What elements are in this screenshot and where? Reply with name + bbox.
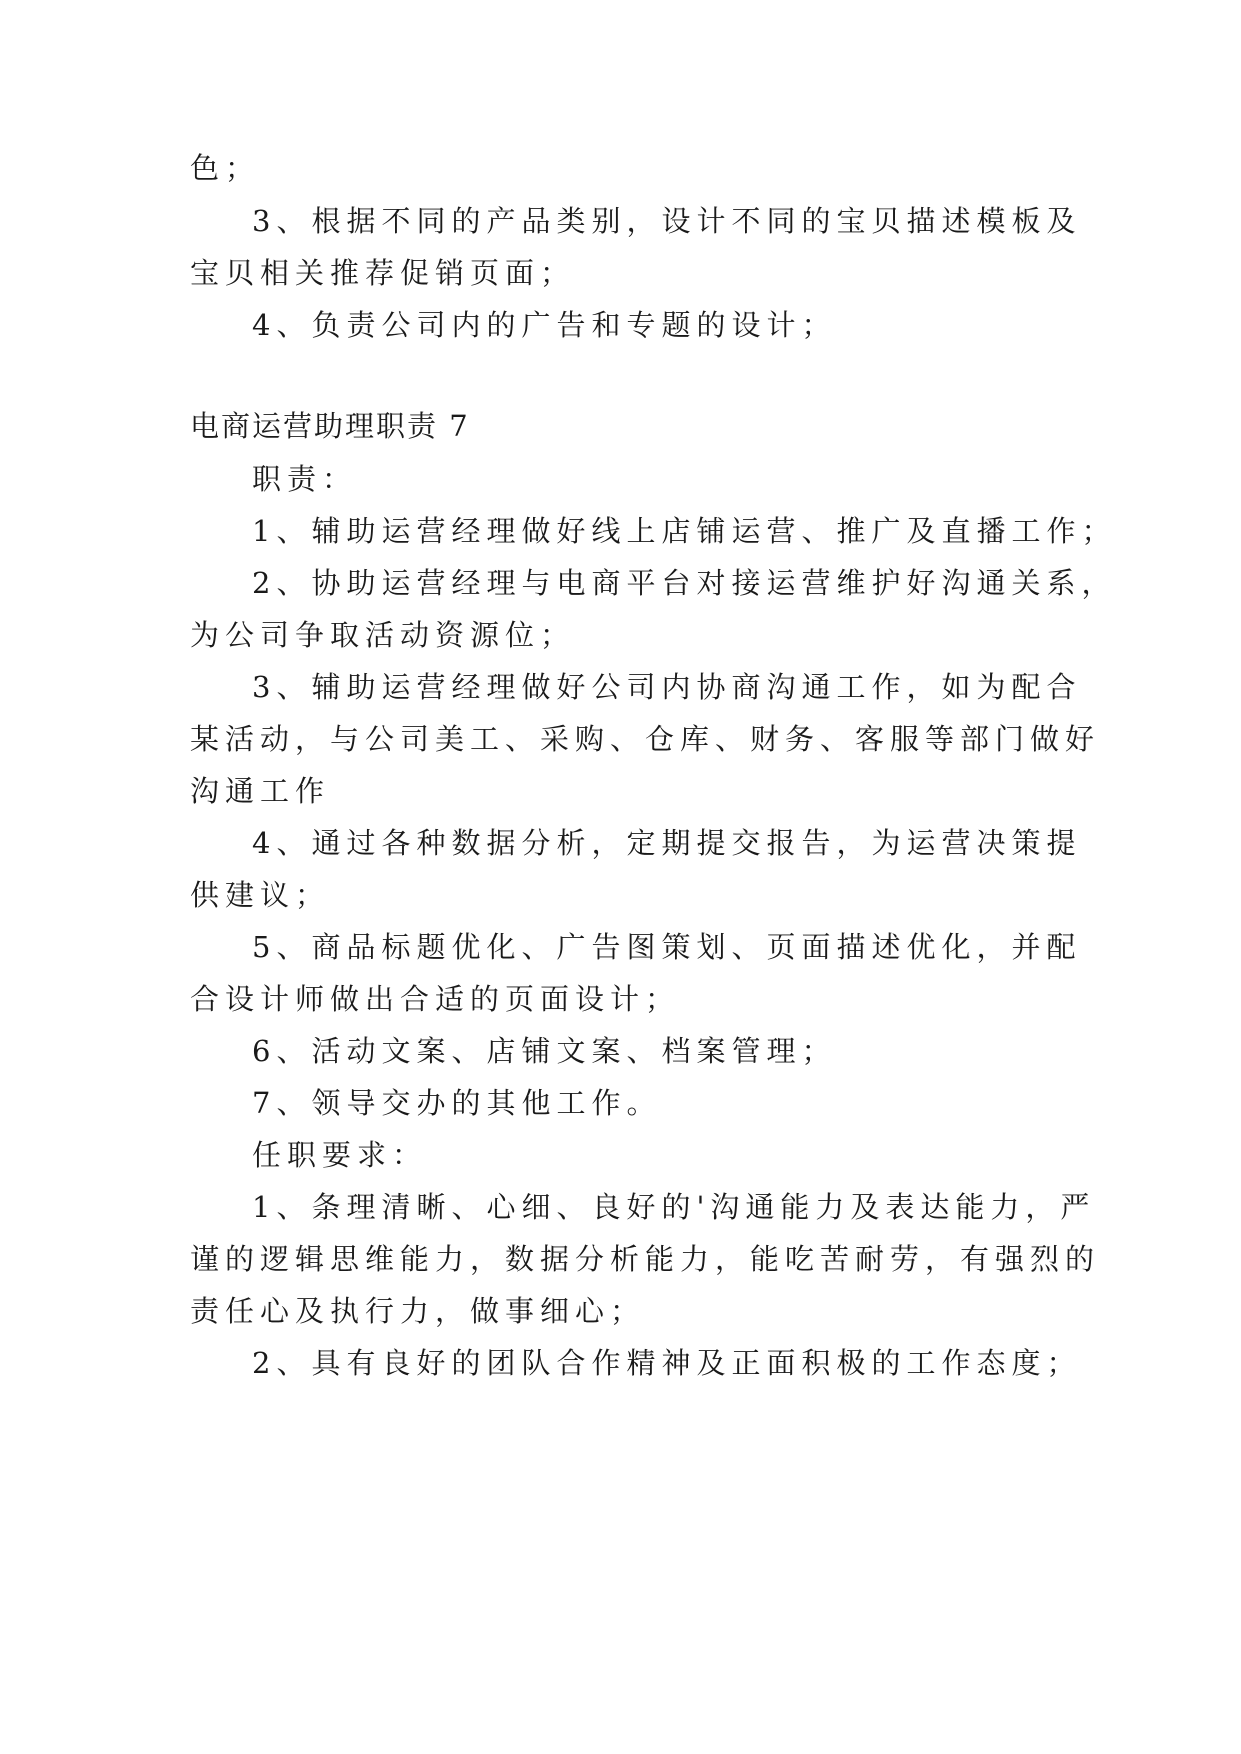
text-line: 4、负责公司内的广告和专题的设计；: [252, 308, 837, 342]
text-line: 6、活动文案、店铺文案、档案管理；: [252, 1034, 837, 1068]
text-line: 为公司争取活动资源位；: [190, 618, 576, 652]
text-line: 宝贝相关推荐促销页面；: [190, 256, 576, 290]
text-line: 3、根据不同的产品类别，设计不同的宝贝描述模板及: [252, 204, 1082, 238]
text-line: 4、通过各种数据分析，定期提交报告，为运营决策提: [252, 826, 1082, 860]
text-line: 某活动，与公司美工、采购、仓库、财务、客服等部门做好: [190, 722, 1101, 756]
text-line: 3、辅助运营经理做好公司内协商沟通工作，如为配合: [252, 670, 1082, 704]
text-line: 2、具有良好的团队合作精神及正面积极的工作态度；: [252, 1346, 1082, 1380]
text-line: 2、协助运营经理与电商平台对接运营维护好沟通关系，: [252, 566, 1117, 600]
text-line: 供建议；: [190, 878, 331, 912]
text-line: 1、条理清晰、心细、良好的'沟通能力及表达能力，严: [252, 1190, 1096, 1224]
text-line: 1、辅助运营经理做好线上店铺运营、推广及直播工作；: [252, 514, 1117, 548]
text-line: 5、商品标题优化、广告图策划、页面描述优化，并配: [252, 930, 1082, 964]
text-line: 色；: [190, 151, 261, 185]
text-line: 合设计师做出合适的页面设计；: [190, 982, 681, 1016]
text-line: 职责：: [252, 462, 358, 496]
text-line: 谨的逻辑思维能力，数据分析能力，能吃苦耐劳，有强烈的: [190, 1242, 1101, 1276]
text-line: 7、领导交办的其他工作。: [252, 1086, 662, 1120]
text-line: 任职要求：: [252, 1138, 428, 1172]
text-line: 责任心及执行力，做事细心；: [190, 1294, 646, 1328]
section-heading: 电商运营助理职责 7: [190, 409, 470, 443]
text-line: 沟通工作: [190, 774, 331, 808]
